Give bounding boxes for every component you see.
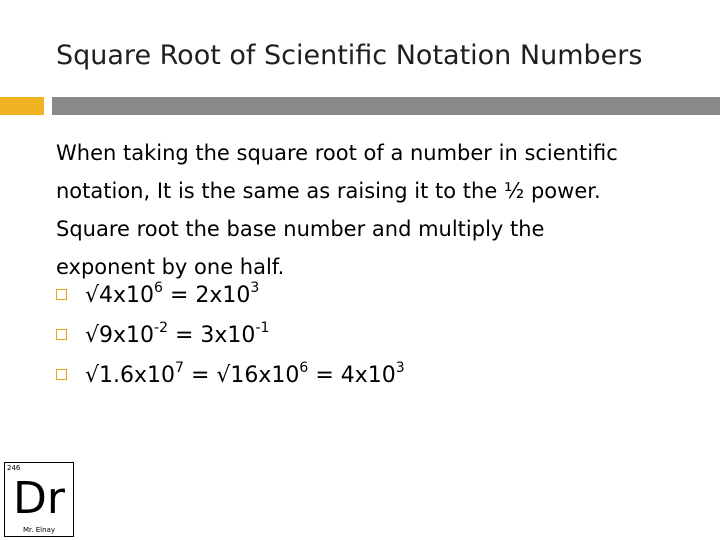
intro-line: When taking the square root of a number in scientific	[56, 141, 618, 165]
example-list	[56, 276, 696, 396]
intro-line: notation, It is the same as raising it to the ½ power.	[56, 179, 601, 203]
example-item: $√4x10^6 = 2x10^3$	[56, 276, 696, 316]
example-item: $√1.6x10^7 = √16x10^6 = 4x10^3$	[56, 356, 696, 396]
title-accent-bar	[0, 97, 44, 115]
logo-name: Mr. Elnay	[23, 526, 55, 534]
slide-title: Square Root of Scientific Notation Numbers	[56, 40, 643, 71]
intro-paragraph	[56, 134, 696, 286]
square-bullet-icon	[56, 369, 67, 380]
intro-line: exponent by one half.	[56, 255, 285, 279]
intro-line: Square root the base number and multiply the	[56, 217, 545, 241]
periodic-element-logo	[4, 462, 74, 537]
square-bullet-icon	[56, 289, 67, 300]
square-bullet-icon	[56, 329, 67, 340]
title-divider-bar	[52, 97, 720, 115]
logo-symbol: Dr	[13, 473, 65, 524]
logo-number: 246	[7, 464, 21, 472]
example-item: $√9x10^{-2} = 3x10^{-1}$	[56, 316, 696, 356]
